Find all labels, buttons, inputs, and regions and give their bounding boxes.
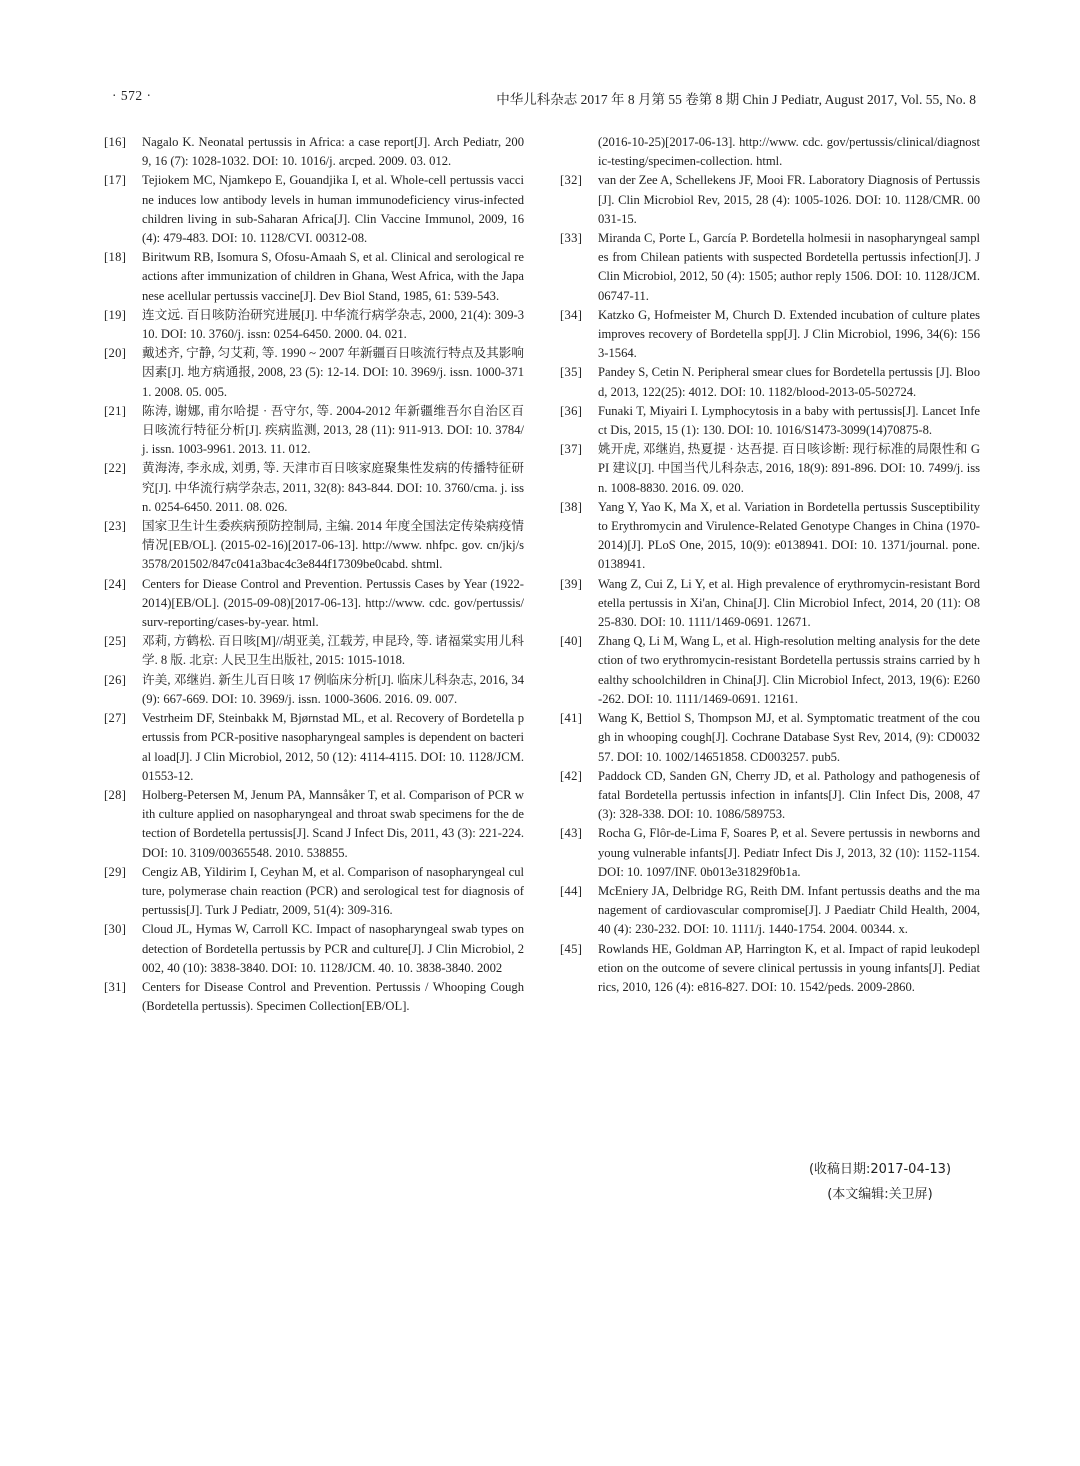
- reference-item: [560, 229, 980, 306]
- reference-text: 戴述齐, 宁静, 匀艾莉, 等. 1990 ~ 2007 年新疆百日咳流行特点及其影响因素[J]. 地方病通报, 2008, 23 (5): 12-14. DOI: 10. 3969/j. issn. 1000-3711. 2008. 05. 005.: [142, 346, 524, 399]
- reference-number: [38]: [560, 499, 583, 514]
- reference-number: [16]: [104, 135, 127, 149]
- reference-item: [104, 344, 524, 402]
- article-footer: [790, 1157, 970, 1207]
- reference-text: Yang Y, Yao K, Ma X, et al. Variation in Bordetella pertussis Susceptibility to Erythromycin and Virulence-Related Genotype Changes in China (1970-2014)[J]. PLoS One, 2015, 10(9): e0138941. DOI: 10. 1371/journal. pone. 0138941.: [598, 499, 980, 572]
- reference-text: Biritwum RB, Isomura S, Ofosu-Amaah S, et al. Clinical and serological reactions after immunization of children in Ghana, West Africa, with the Japanese acellular pertussis vaccine[J]. Dev Biol Stand, 1985, 61: 539-543.: [142, 250, 524, 303]
- reference-item: [560, 440, 980, 498]
- reference-item: [104, 459, 524, 517]
- reference-item: [104, 978, 524, 1016]
- reference-text: 国家卫生计生委疾病预防控制局, 主编. 2014 年度全国法定传染病疫情情况[EB/OL]. (2015-02-16)[2017-06-13]. http://www. nhfpc. gov. cn/jkj/s3578/201502/847c041a3bac4c3e844f17309be0cabd. shtml.: [142, 519, 524, 572]
- reference-item: [560, 767, 980, 825]
- reference-item: [560, 306, 980, 364]
- reference-text: Pandey S, Cetin N. Peripheral smear clues for Bordetella pertussis [J]. Blood, 2013, 122(25): 4012. DOI: 10. 1182/blood-2013-05-502724.: [598, 365, 980, 399]
- reference-item: [560, 402, 980, 440]
- reference-item: [104, 575, 524, 633]
- reference-text: Wang K, Bettiol S, Thompson MJ, et al. Symptomatic treatment of the cough in whooping cough[J]. Cochrane Database Syst Rev, 2014, (9): CD003257. DOI: 10. 1002/14651858. CD003257. pub5.: [598, 711, 980, 764]
- reference-number: [32]: [560, 173, 583, 188]
- reference-number: [22]: [104, 461, 127, 476]
- reference-item: [104, 171, 524, 248]
- reference-text: Vestrheim DF, Steinbakk M, Bjørnstad ML, et al. Recovery of Bordetella pertussis from PCR-positive nasopharyngeal samples is dependent on bacterial load[J]. J Clin Microbiol, 2012, 50 (12): 4114-4115. DOI: 10. 1128/JCM. 01553-12.: [142, 711, 524, 783]
- reference-text: 姚开虎, 邓继岿, 热夏提 · 达吾提. 百日咳诊断: 现行标准的局限性和 GPI 建议[J]. 中国当代儿科杂志, 2016, 18(9): 891-896. DOI: 10. 7499/j. issn. 1008-8830. 2016. 09. 020.: [598, 442, 980, 495]
- reference-number: [37]: [560, 442, 583, 457]
- reference-number: [26]: [104, 672, 127, 687]
- reference-item: [560, 709, 980, 767]
- reference-item: [104, 306, 524, 344]
- page-number: · 572 ·: [112, 88, 152, 103]
- reference-number: [43]: [560, 826, 583, 841]
- reference-text: 黄海涛, 李永成, 刘勇, 等. 天津市百日咳家庭聚集性发病的传播特征研究[J]. 中华流行病学杂志, 2011, 32(8): 843-844. DOI: 10. 3760/cma. j. issn. 0254-6450. 2011. 08. 026.: [142, 461, 524, 514]
- reference-number: [35]: [560, 365, 583, 380]
- reference-number: [40]: [560, 634, 583, 649]
- reference-text: Paddock CD, Sanden GN, Cherry JD, et al. Pathology and pathogenesis of fatal Bordetella pertussis infection in infants[J]. Clin Infect Dis, 2008, 47(3): 328-338. DOI: 10. 1086/589753.: [598, 768, 980, 822]
- reference-number: [41]: [560, 711, 583, 726]
- reference-item: [104, 517, 524, 575]
- reference-number: [44]: [560, 883, 583, 898]
- reference-number: [39]: [560, 576, 583, 591]
- reference-number: [29]: [104, 864, 127, 879]
- reference-column-left: [104, 133, 524, 1016]
- reference-item: [560, 632, 980, 709]
- reference-text: Funaki T, Miyairi I. Lymphocytosis in a baby with pertussis[J]. Lancet Infect Dis, 2015, 15 (1): 130. DOI: 10. 1016/S1473-3099(14)70875-8.: [598, 403, 980, 438]
- reference-number: [28]: [104, 787, 127, 802]
- reference-text: Nagalo K. Neonatal pertussis in Africa: a case report[J]. Arch Pediatr, 2009, 16 (7): 1028-1032. DOI: 10. 1016/j. arcped. 2009. 03. 012.: [142, 135, 524, 169]
- reference-text: Katzko G, Hofmeister M, Church D. Extended incubation of culture plates improves recovery of Bordetella spp[J]. J Clin Microbiol, 1996, 34(6): 1563-1564.: [598, 307, 980, 361]
- reference-number: [36]: [560, 403, 583, 418]
- reference-text: Wang Z, Cui Z, Li Y, et al. High prevalence of erythromycin-resistant Bordetella pertussis in Xi'an, China[J]. Clin Microbiol Infect, 2014, 20 (11): O825-830. DOI: 10. 1111/1469-0691. 12671.: [598, 576, 980, 630]
- reference-number: [31]: [104, 979, 127, 994]
- reference-item: [104, 632, 524, 670]
- reference-number: [25]: [104, 634, 127, 649]
- reference-item: [104, 671, 524, 709]
- reference-number: [20]: [104, 346, 127, 361]
- reference-number: [33]: [560, 231, 583, 246]
- reference-item: [560, 171, 980, 229]
- reference-text: Miranda C, Porte L, García P. Bordetella holmesii in nasopharyngeal samples from Chilean patients with suspected Bordetella pertussis infection[J]. J Clin Microbiol, 2012, 50 (4): 1505; author reply 1506. DOI: 10. 1128/JCM. 06747-11.: [598, 231, 980, 303]
- reference-item: [560, 363, 980, 401]
- reference-number: [27]: [104, 711, 127, 726]
- reference-text: 连文远. 百日咳防治研究进展[J]. 中华流行病学杂志, 2000, 21(4): 309-310. DOI: 10. 3760/j. issn: 0254-6450. 2000. 04. 021.: [142, 307, 524, 342]
- reference-text: Centers for Diease Control and Prevention. Pertussis Cases by Year (1922-2014)[EB/OL]. (2015-09-08)[2017-06-13]. http://www. cdc. gov/pertussis/surv-reporting/cases-by-year. html.: [142, 576, 524, 630]
- reference-item: [560, 824, 980, 882]
- reference-text: Cengiz AB, Yildirim I, Ceyhan M, et al. Comparison of nasopharyngeal culture, polymerase chain reaction (PCR) and serological test for diagnosis of pertussis[J]. Turk J Pediatr, 2009, 51(4): 309-316.: [142, 864, 524, 918]
- reference-text: 邓莉, 方鹤松. 百日咳[M]//胡亚美, 江载芳, 申昆玲, 等. 诸福棠实用儿科学. 8 版. 北京: 人民卫生出版社, 2015: 1015-1018.: [142, 634, 524, 668]
- reference-number: [30]: [104, 922, 127, 937]
- reference-text: Cloud JL, Hymas W, Carroll KC. Impact of nasopharyngeal swab types on detection of Bordetella pertussis by PCR and culture[J]. J Clin Microbiol, 2002, 40 (10): 3838-3840. DOI: 10. 1128/JCM. 40. 10. 3838-3840. 2002: [142, 922, 524, 975]
- reference-text: Rocha G, Flôr-de-Lima F, Soares P, et al. Severe pertussis in newborns and young vulnerable infants[J]. Pediatr Infect Dis J, 2013, 32 (10): 1152-1154. DOI: 10. 1097/INF. 0b013e31829f0b1a.: [598, 826, 980, 879]
- reference-text: (2016-10-25)[2017-06-13]. http://www. cdc. gov/pertussis/clinical/diagnostic-testing/specimen-collection. html.: [598, 135, 980, 169]
- reference-number: [19]: [104, 307, 127, 322]
- reference-text: Holberg-Petersen M, Jenum PA, Mannsåker T, et al. Comparison of PCR with culture applied on nasopharyngeal and throat swab specimens for the detection of Bordetella pertussis[J]. Scand J Infect Dis, 2011, 43 (3): 221-224. DOI: 10. 3109/00365548. 2010. 538855.: [142, 787, 524, 860]
- reference-number: [21]: [104, 403, 127, 418]
- reference-item: [560, 882, 980, 940]
- reference-column-right: [560, 133, 980, 997]
- reference-number: [24]: [104, 576, 127, 591]
- reference-item: [104, 133, 524, 171]
- reference-item: [560, 498, 980, 575]
- reference-item: [104, 402, 524, 460]
- reference-text: Centers for Disease Control and Prevention. Pertussis / Whooping Cough (Bordetella pertussis). Specimen Collection[EB/OL].: [142, 979, 524, 1014]
- reference-number: [17]: [104, 173, 127, 188]
- reference-item: [560, 575, 980, 633]
- reference-item: [104, 248, 524, 306]
- reference-number: [42]: [560, 768, 583, 783]
- reference-item: [104, 786, 524, 863]
- reference-text: van der Zee A, Schellekens JF, Mooi FR. Laboratory Diagnosis of Pertussis[J]. Clin Microbiol Rev, 2015, 28 (4): 1005-1026. DOI: 10. 1128/CMR. 00031-15.: [598, 173, 980, 226]
- reference-item: [104, 863, 524, 921]
- reference-text: 许美, 邓继岿. 新生儿百日咳 17 例临床分析[J]. 临床儿科杂志, 2016, 34(9): 667-669. DOI: 10. 3969/j. issn. 1000-3606. 2016. 09. 007.: [142, 672, 524, 706]
- editor-note: (本文编辑:关卫屏): [827, 1187, 933, 1202]
- reference-number: [18]: [104, 250, 127, 265]
- reference-item: [104, 709, 524, 786]
- reference-item: [560, 133, 980, 171]
- reference-text: McEniery JA, Delbridge RG, Reith DM. Infant pertussis deaths and the management of cardiovascular compromise[J]. J Paediatr Child Health, 2004, 40 (4): 230-232. DOI: 10. 1111/j. 1440-1754. 2004. 00344. x.: [598, 883, 980, 937]
- reference-item: [560, 940, 980, 998]
- reference-text: Zhang Q, Li M, Wang L, et al. High-resolution melting analysis for the detection of two erythromycin-resistant Bordetella pertussis strains carried by healthy schoolchildren in China[J]. Clin Microbiol Infect, 2013, 19(6): E260-262. DOI: 10. 1111/1469-0691. 12161.: [598, 634, 980, 706]
- running-header: 中华儿科杂志 2017 年 8 月第 55 卷第 8 期 Chin J Pediatr, August 2017, Vol. 55, No. 8: [496, 92, 976, 107]
- reference-number: [45]: [560, 941, 583, 956]
- received-date: (收稿日期:2017-04-13): [808, 1162, 952, 1177]
- reference-text: 陈涛, 谢娜, 甫尔哈提 · 吾守尔, 等. 2004-2012 年新疆维吾尔自治区百日咳流行特征分析[J]. 疾病监测, 2013, 28 (11): 911-913. DOI: 10. 3784/j. issn. 1003-9961. 2013. 11. 012.: [142, 403, 524, 457]
- reference-number: [34]: [560, 307, 583, 322]
- reference-text: Tejiokem MC, Njamkepo E, Gouandjika I, et al. Whole-cell pertussis vaccine induces low antibody levels in human immunodeficiency virus-infected children living in sub-Saharan Africa[J]. Clin Vaccine Immunol, 2009, 16(4): 479-483. DOI: 10. 1128/CVI. 00312-08.: [142, 173, 524, 246]
- reference-text: Rowlands HE, Goldman AP, Harrington K, et al. Impact of rapid leukodepletion on the outcome of severe clinical pertussis in young infants[J]. Pediatrics, 2010, 126 (4): e816-827. DOI: 10. 1542/peds. 2009-2860.: [598, 941, 980, 994]
- reference-item: [104, 920, 524, 978]
- reference-number: [23]: [104, 519, 127, 534]
